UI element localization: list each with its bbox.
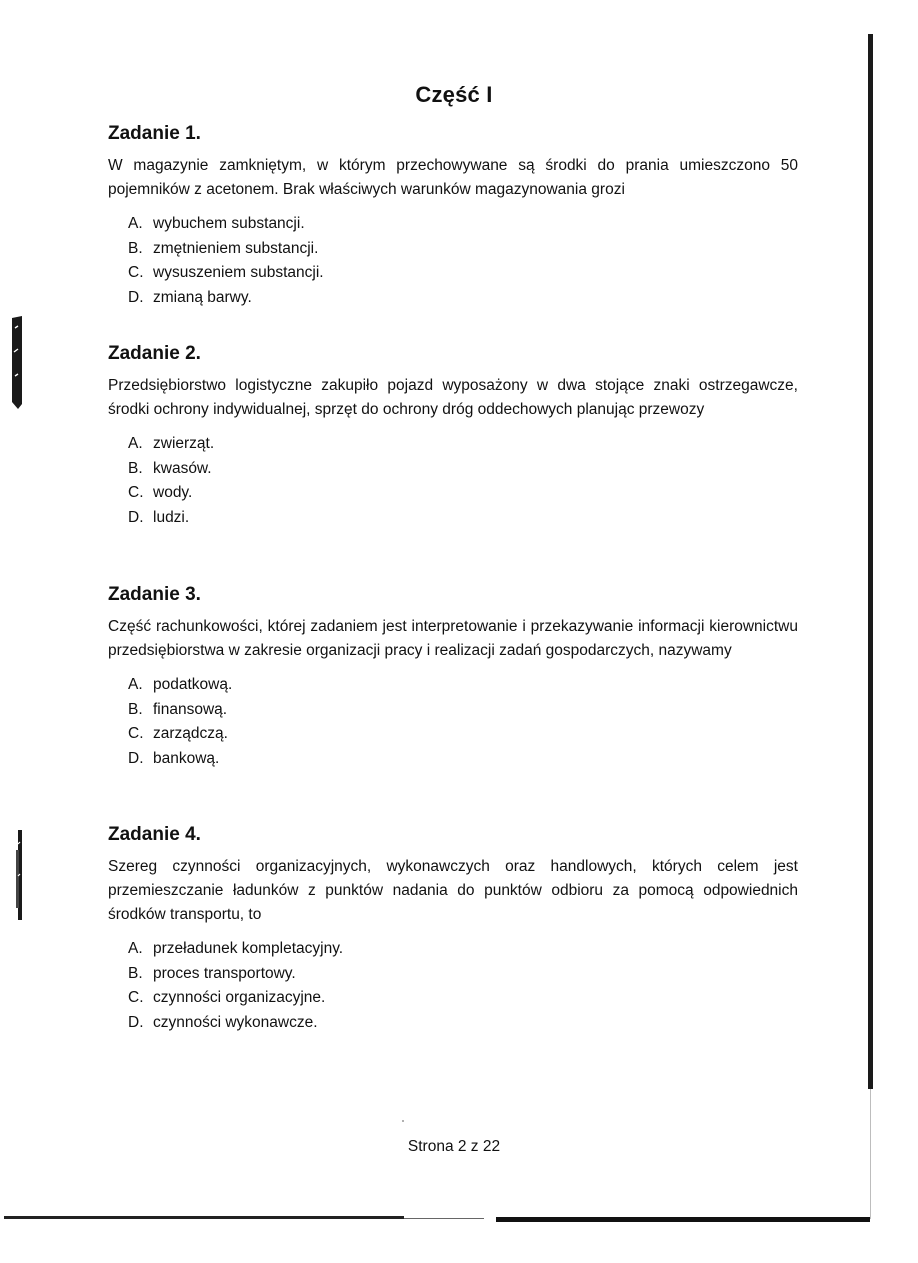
option-text: wysuszeniem substancji. [153, 264, 324, 281]
option-text: bankową. [153, 749, 220, 767]
answer-option-b [128, 698, 798, 723]
option-letter: B. [128, 459, 143, 477]
task-title: Zadanie 4. [108, 824, 201, 845]
option-letter: D. [128, 288, 144, 306]
option-letter: C. [128, 484, 144, 501]
answer-option-d [128, 286, 798, 311]
option-letter: C. [128, 264, 144, 281]
task-title: Zadanie 1. [108, 123, 201, 144]
right-margin-rule [868, 34, 873, 1089]
option-text: przeładunek kompletacyjny. [153, 940, 344, 957]
answer-option-a [128, 212, 798, 237]
scan-speck [402, 1120, 404, 1122]
page-title: Część I [415, 82, 493, 107]
option-text: wybuchem substancji. [153, 215, 305, 232]
answer-option-b [128, 237, 798, 262]
option-text: ludzi. [153, 508, 190, 526]
option-letter: B. [128, 964, 143, 982]
option-text: kwasów. [153, 459, 212, 477]
task-title: Zadanie 3. [108, 584, 201, 605]
option-text: wody. [153, 484, 193, 501]
answer-option-a [128, 432, 798, 457]
option-letter: A. [128, 676, 143, 693]
option-letter: B. [128, 239, 143, 257]
answer-option-a [128, 937, 798, 962]
answer-options [128, 673, 798, 771]
task-question: Przedsiębiorstwo logistyczne zakupiło pojazd wyposażony w dwa stojące znaki ostrzegawcze, środki ochrony indywidualnej, sprzęt do ochrony dróg oddechowych planując przewozy [108, 377, 798, 418]
option-letter: D. [128, 1013, 144, 1031]
option-letter: C. [128, 989, 144, 1006]
option-letter: D. [128, 749, 144, 767]
task-question: W magazynie zamkniętym, w którym przechowywane są środki do prania umieszczono 50 pojemników z acetonem. Brak właściwych warunków magazynowania grozi [108, 157, 798, 198]
answer-option-c [128, 261, 798, 286]
option-text: czynności wykonawcze. [153, 1013, 318, 1031]
answer-option-d [128, 1011, 798, 1036]
page-number: Strona 2 z 22 [407, 1138, 501, 1155]
option-letter: A. [128, 215, 143, 232]
answer-option-c [128, 481, 798, 506]
answer-options [128, 212, 798, 310]
answer-option-d [128, 747, 798, 772]
answer-option-c [128, 986, 798, 1011]
answer-option-b [128, 457, 798, 482]
answer-option-d [128, 506, 798, 531]
option-text: podatkową. [153, 676, 233, 693]
task-3 [108, 583, 798, 771]
option-letter: B. [128, 700, 143, 718]
answer-options [128, 937, 798, 1035]
bottom-rule-middle [404, 1218, 484, 1219]
answer-option-a [128, 673, 798, 698]
option-text: zwierząt. [153, 435, 215, 452]
answer-option-c [128, 722, 798, 747]
bottom-rule-left [4, 1216, 404, 1219]
option-text: finansową. [153, 700, 228, 718]
option-letter: C. [128, 725, 144, 742]
option-text: zmianą barwy. [153, 288, 252, 306]
task-question: Część rachunkowości, której zadaniem jest interpretowanie i przekazywanie informacji kierownictwu przedsiębiorstwa w zakresie organizacji pracy i realizacji zadań gospodarczych, nazywamy [108, 618, 798, 659]
answer-option-b [128, 962, 798, 987]
task-question: Szereg czynności organizacyjnych, wykonawczych oraz handlowych, których celem jest przemieszczanie ładunków z punktów nadania do punktów odbioru za pomocą odpowiednich środków transportu, to [108, 858, 798, 923]
option-text: proces transportowy. [153, 964, 296, 982]
task-4 [108, 823, 798, 1035]
option-letter: A. [128, 940, 143, 957]
bottom-rule-right [496, 1217, 870, 1222]
task-1 [108, 122, 798, 310]
option-letter: A. [128, 435, 143, 452]
option-text: zarządczą. [153, 725, 228, 742]
option-text: czynności organizacyjne. [153, 989, 326, 1006]
binding-mark-bottom [6, 830, 26, 922]
task-2 [108, 342, 798, 530]
task-title: Zadanie 2. [108, 343, 201, 364]
binding-mark-top [6, 314, 26, 410]
option-text: zmętnieniem substancji. [153, 239, 319, 257]
answer-options [128, 432, 798, 530]
option-letter: D. [128, 508, 144, 526]
